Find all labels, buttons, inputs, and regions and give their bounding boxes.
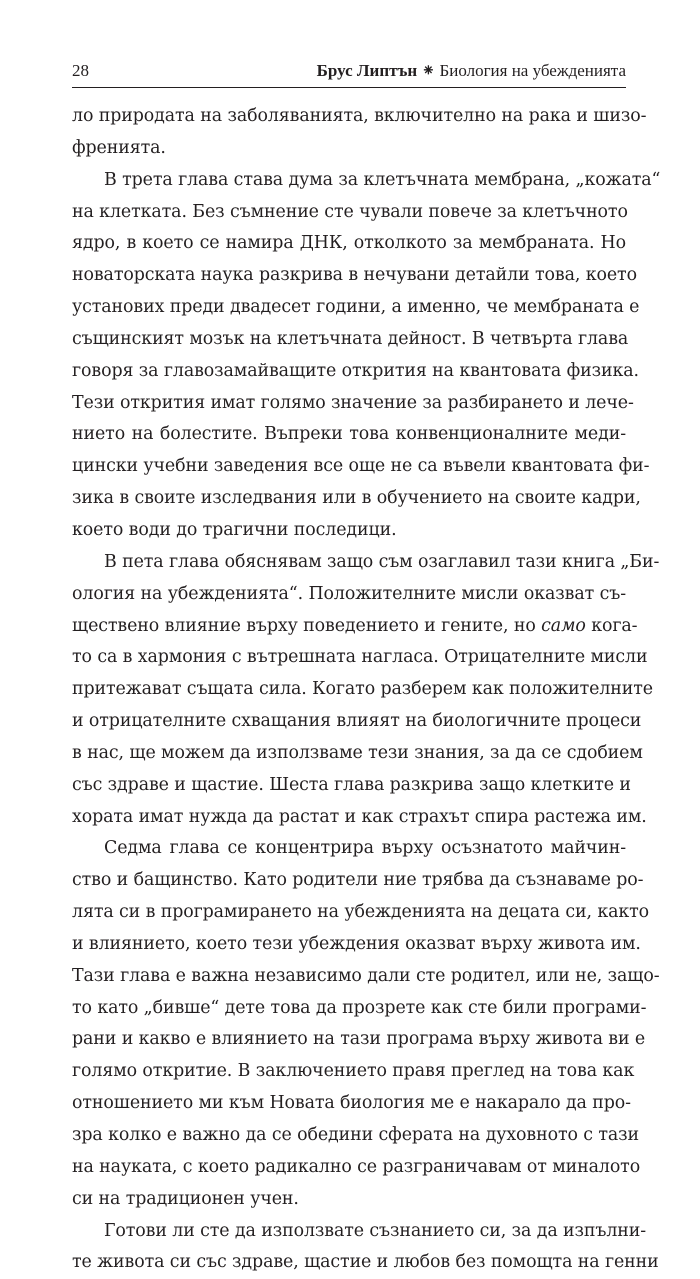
text-line: отношението ми към Новата биология ме е накарало да про- (72, 1093, 631, 1114)
text-line: хората имат нужда да растат и как страхът спира растежа им. (72, 806, 647, 827)
text-line: същинският мозък на клетъчната дейност. В четвърта глава (72, 328, 629, 349)
text-line: нието на болестите. Въпреки това конвенционалните меди- (72, 424, 626, 445)
page-number: 28 (72, 61, 89, 80)
text-line: Готови ли сте да използвате съзнанието си, за да изпълни- (104, 1220, 647, 1241)
text-line: на науката, с което радикално се разграничавам от миналото (72, 1156, 641, 1177)
text-line: на клетката. Без съмнение сте чували повече за клетъчното (72, 201, 628, 222)
text-line: рани и какво е влиянието на тази програма върху живота ви е (72, 1029, 646, 1050)
text-line: ядро, в което се намира ДНК, отколкото за мембраната. Но (72, 233, 626, 254)
text-line: В трета глава става дума за клетъчната мембрана, „кожата“ (104, 169, 661, 190)
text-line: новаторската наука разкрива в нечувани детайли това, което (72, 265, 637, 286)
text-line: В пета глава обяснявам защо съм озаглавил тази книга „Би- (104, 551, 660, 572)
text-line: Тези открития имат голямо значение за разбирането и лече- (72, 392, 634, 413)
text-line: ло природата на заболяванията, включително на рака и шизо- (72, 106, 647, 126)
text-line: ство и бащинство. Като родители ние трябва да съзнаваме ро- (72, 870, 644, 891)
text-line: си на традиционен учен. (72, 1188, 299, 1209)
text-line: лята си в програмирането на убежденията на децата си, както (72, 902, 650, 923)
text-line: зика в своите изследвания или в обучението на своите кадри, (72, 488, 641, 509)
text-line: Тази глава е важна независимо дали сте родител, или не, защо- (72, 965, 660, 986)
text-line: голямо откритие. В заключението правя преглед на това как (72, 1061, 635, 1082)
header-separator: ⁕ (421, 61, 436, 80)
text-line: те живота си със здраве, щастие и любов без помощта на генни (72, 1252, 659, 1273)
text-line: ществено влияние върху поведението и гените, но само кога- (72, 615, 638, 636)
text-line: ология на убежденията“. Положителните мисли оказват съ- (72, 583, 626, 604)
text-line: в нас, ще можем да използваме тези знания, за да се сдобием (72, 742, 643, 763)
text-line: то са в хармония с вътрешната нагласа. Отрицателните мисли (72, 647, 648, 668)
text-line: цински учебни заведения все още не са въвели квантовата фи- (72, 456, 650, 477)
text-line: и отрицателните схващания влияят на биологичните процеси (72, 711, 642, 732)
text-line: Седма глава се концентрира върху осъзнатото майчин- (104, 838, 626, 859)
header-rule (72, 87, 626, 88)
text-line: и влиянието, което тези убеждения оказват върху живота им. (72, 933, 641, 954)
text-line: френията. (72, 137, 166, 158)
text-line: установих преди двадесет години, а именно, че мембраната е (72, 297, 640, 318)
author-name: Брус Липтън (316, 61, 418, 80)
book-title: Биология на убежденията (439, 61, 626, 80)
running-head (72, 56, 626, 86)
text-line: притежават същата сила. Когато разберем как положителните (72, 679, 653, 700)
text-line: говоря за главозамайващите открития на квантовата физика. (72, 360, 639, 381)
text-line: зра колко е важно да се обедини сферата на духовното с тази (72, 1125, 640, 1145)
text-line: което води до трагични последици. (72, 519, 397, 540)
text-line: то като „бивше“ дете това да прозрете как сте били програми- (72, 997, 647, 1018)
text-line: със здраве и щастие. Шеста глава разкрива защо клетките и (72, 774, 631, 795)
emphasis: само (541, 615, 586, 636)
body-text (72, 101, 661, 1279)
header-book-info (317, 56, 626, 86)
